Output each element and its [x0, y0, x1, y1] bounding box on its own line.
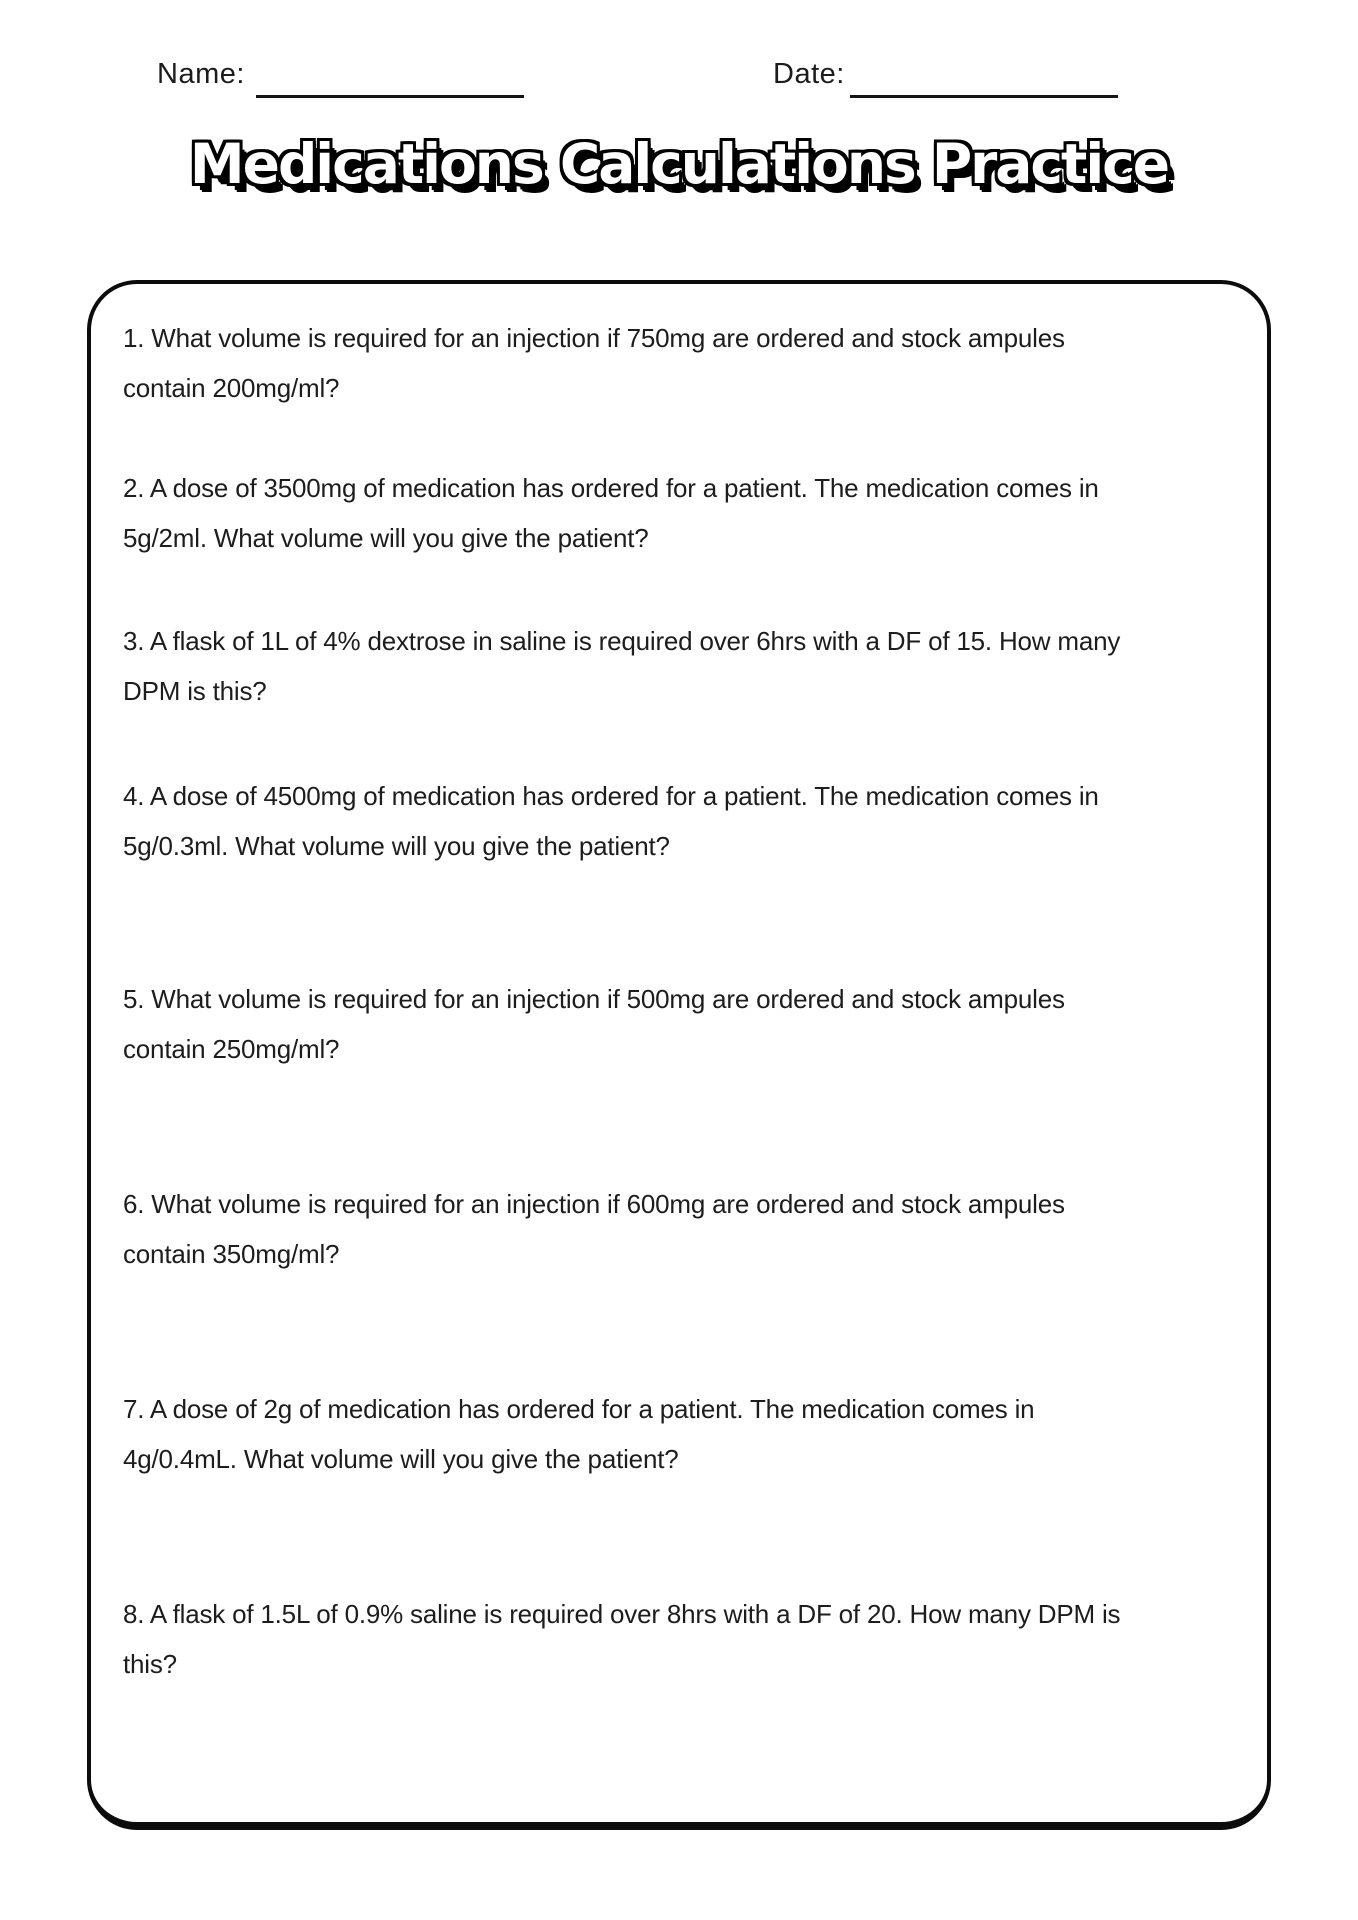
questions-box — [87, 280, 1271, 1830]
question-7 — [123, 1384, 1034, 1484]
page-title: Medications Calculations Practice — [189, 132, 1169, 196]
question-6-line-2: contain 350mg/ml? — [123, 1239, 340, 1269]
name-blank-line — [256, 95, 524, 98]
question-3-line-1: 3. A flask of 1L of 4% dextrose in saline is required over 6hrs with a DF of 15. How many — [123, 626, 1121, 656]
question-4-line-2: 5g/0.3ml. What volume will you give the patient? — [123, 831, 670, 861]
question-2-line-1: 2. A dose of 3500mg of medication has ordered for a patient. The medication comes in — [123, 473, 1099, 503]
question-1-line-1: 1. What volume is required for an injection if 750mg are ordered and stock ampules — [123, 323, 1065, 353]
question-5-line-1: 5. What volume is required for an injection if 500mg are ordered and stock ampules — [123, 984, 1065, 1014]
question-3 — [123, 616, 1120, 716]
question-2 — [123, 463, 1099, 563]
date-blank-line — [850, 95, 1118, 98]
question-1-line-2: contain 200mg/ml? — [123, 373, 340, 403]
date-label: Date: — [773, 58, 845, 90]
question-3-line-2: DPM is this? — [123, 676, 267, 706]
question-8 — [123, 1589, 1120, 1689]
question-8-line-2: this? — [123, 1649, 177, 1679]
question-6 — [123, 1179, 1065, 1279]
question-4 — [123, 771, 1099, 871]
question-4-line-1: 4. A dose of 4500mg of medication has ordered for a patient. The medication comes in — [123, 781, 1099, 811]
question-7-line-2: 4g/0.4mL. What volume will you give the patient? — [123, 1444, 679, 1474]
question-5-line-2: contain 250mg/ml? — [123, 1034, 340, 1064]
question-6-line-1: 6. What volume is required for an injection if 600mg are ordered and stock ampules — [123, 1189, 1065, 1219]
question-8-line-1: 8. A flask of 1.5L of 0.9% saline is required over 8hrs with a DF of 20. How many DPM is — [123, 1599, 1121, 1629]
name-label: Name: — [157, 58, 245, 90]
question-7-line-1: 7. A dose of 2g of medication has ordered for a patient. The medication comes in — [123, 1394, 1035, 1424]
question-1 — [123, 313, 1065, 413]
question-2-line-2: 5g/2ml. What volume will you give the patient? — [123, 523, 649, 553]
question-5 — [123, 974, 1065, 1074]
